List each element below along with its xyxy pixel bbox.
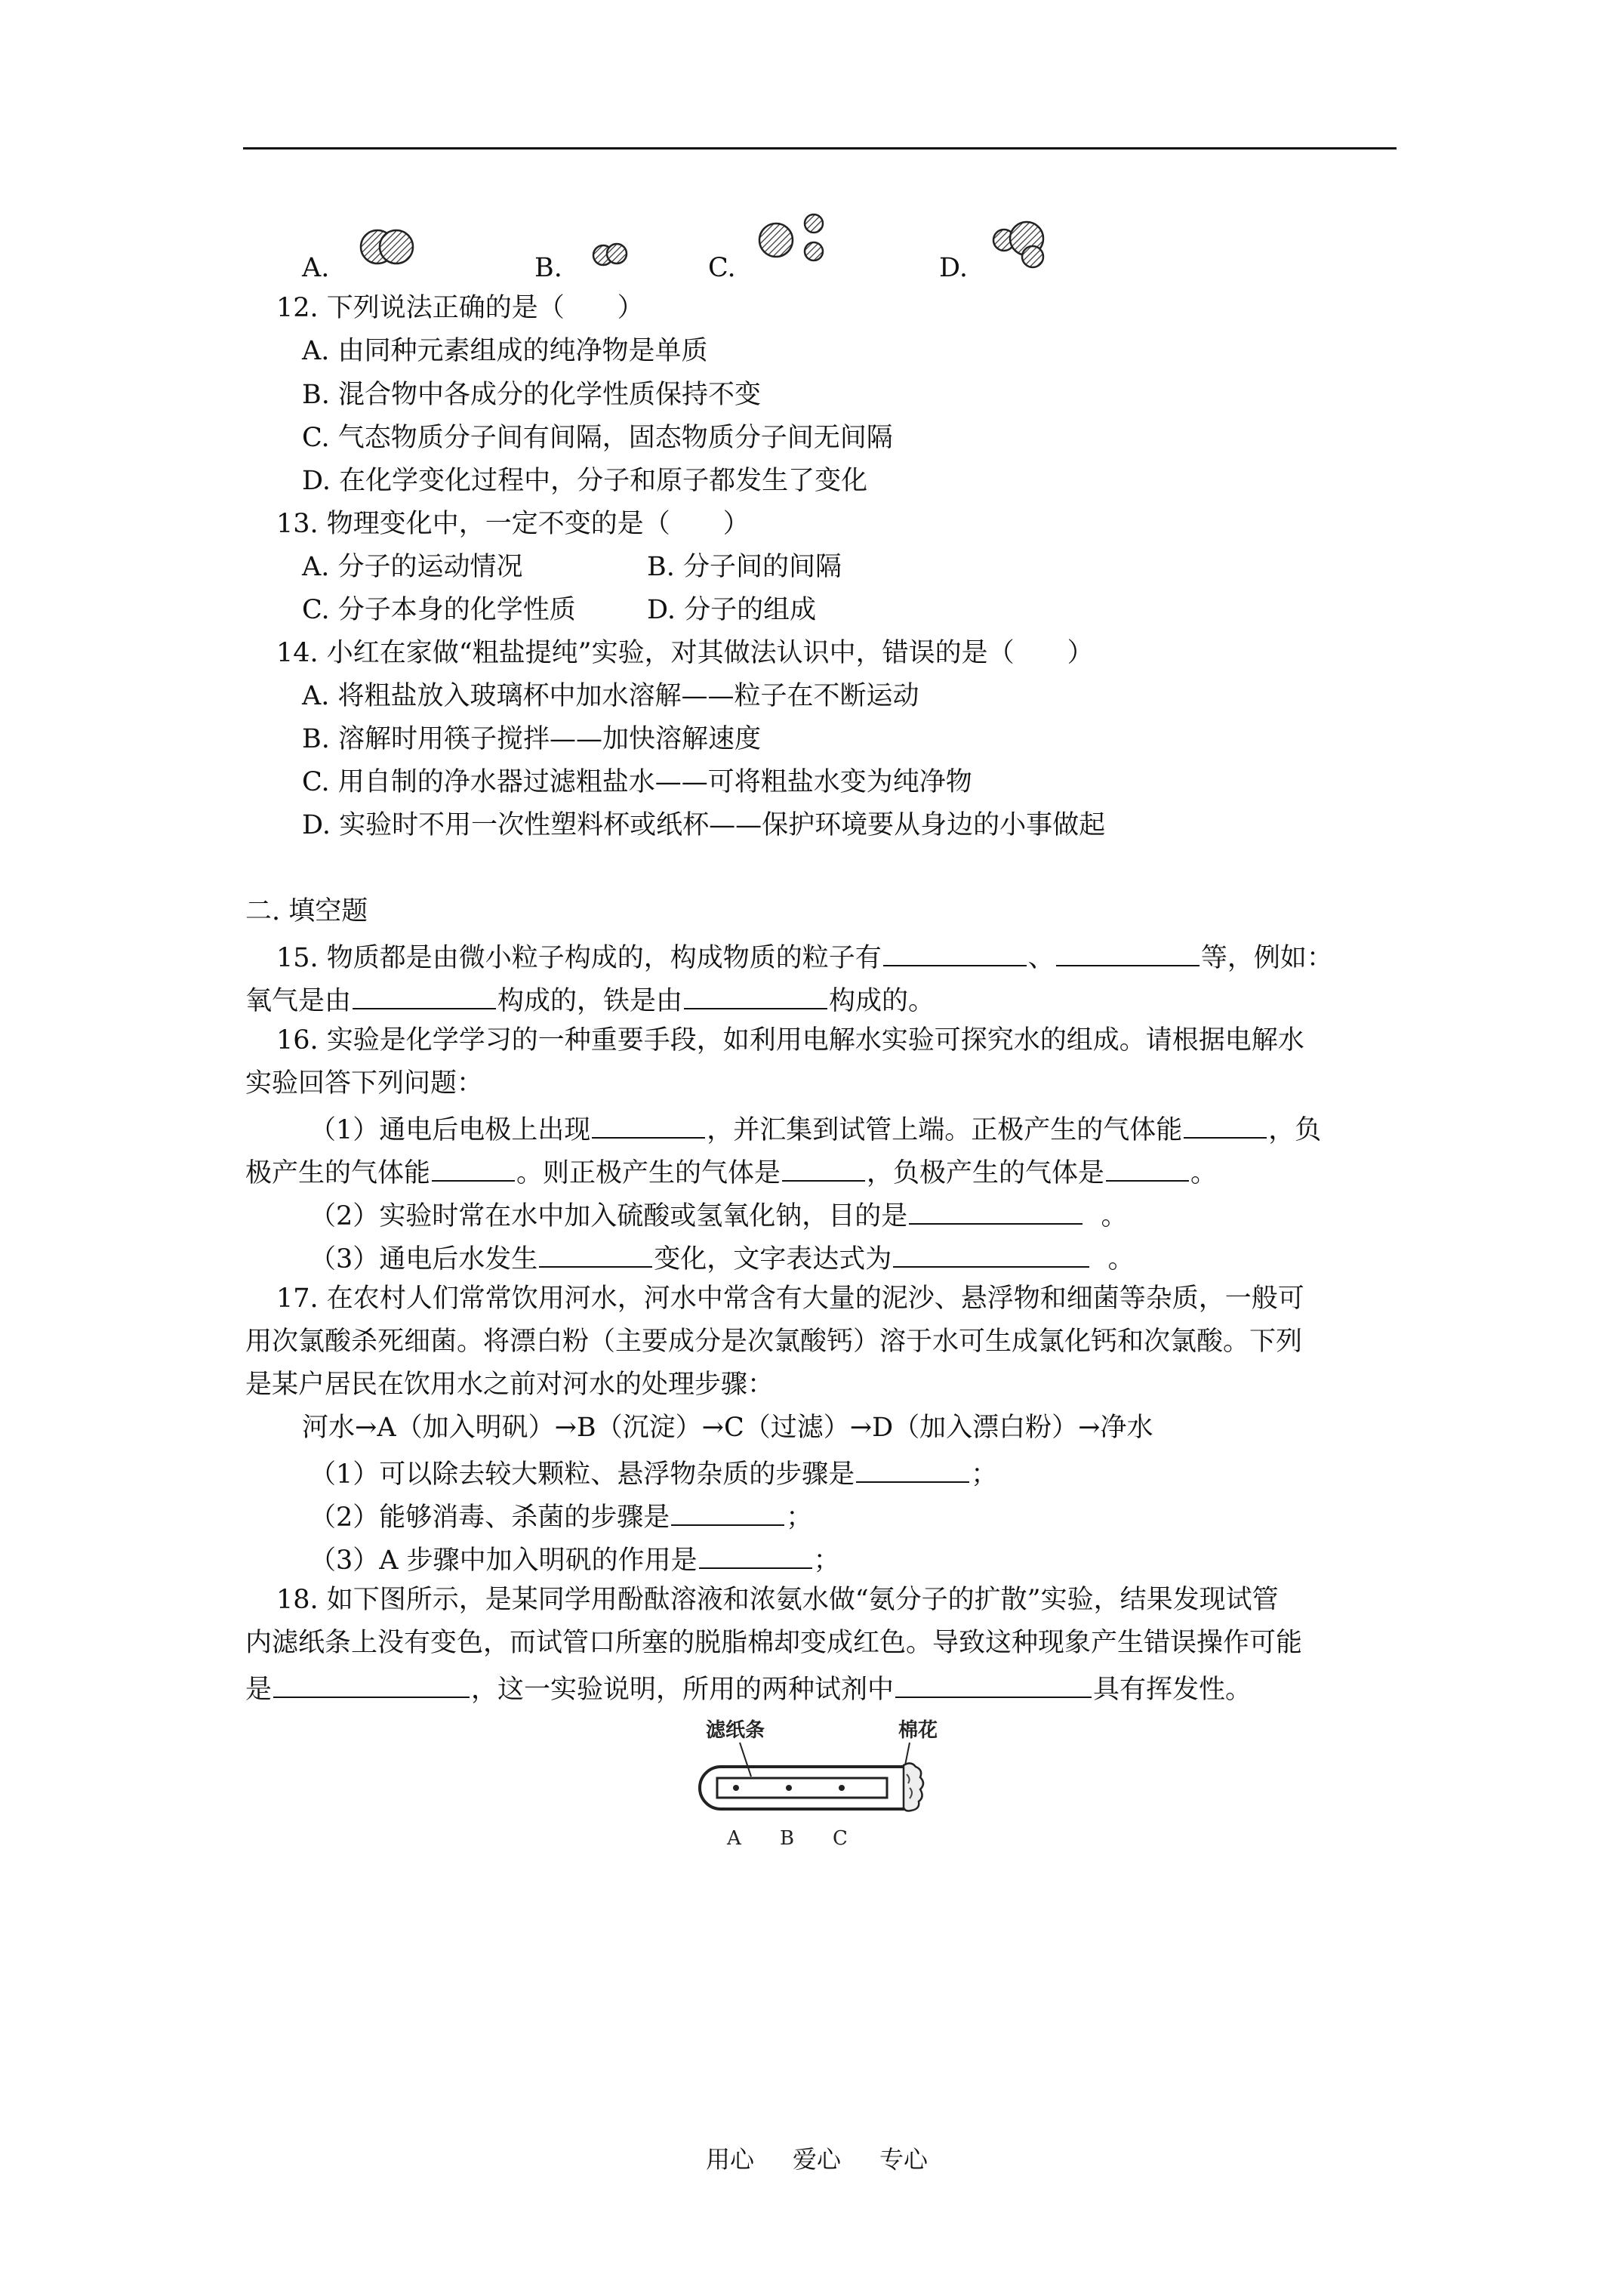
q11-option-d-label: D. bbox=[939, 253, 968, 283]
q11-option-b-label: B. bbox=[534, 253, 562, 283]
label-filter-paper: 滤纸条 bbox=[706, 1719, 765, 1742]
q18-text: 具有挥发性。 bbox=[1093, 1675, 1252, 1705]
answer-blank[interactable] bbox=[1056, 936, 1200, 966]
q14-option-b: B. 溶解时用筷子搅拌——加快溶解速度 bbox=[302, 724, 761, 754]
q12-option-c: C. 气态物质分子间有间隔，固态物质分子间无间隔 bbox=[302, 423, 893, 453]
answer-blank[interactable] bbox=[782, 1151, 865, 1182]
q15-line-1 bbox=[276, 936, 1333, 976]
molecule-b-image bbox=[590, 238, 636, 272]
q13-option-d: D. 分子的组成 bbox=[647, 595, 817, 625]
q16-text: 。 bbox=[1107, 1244, 1135, 1274]
cotton-plug bbox=[904, 1763, 923, 1811]
q17-part-2 bbox=[310, 1496, 812, 1536]
answer-blank[interactable] bbox=[432, 1151, 515, 1182]
q18-text: 是 bbox=[245, 1675, 273, 1705]
q11-option-a-label: A. bbox=[302, 253, 330, 283]
answer-blank[interactable] bbox=[895, 1668, 1092, 1698]
answer-blank[interactable] bbox=[671, 1496, 784, 1526]
answer-blank[interactable] bbox=[684, 979, 827, 1009]
answer-blank[interactable] bbox=[1106, 1151, 1189, 1182]
q15-text-3: 等，例如： bbox=[1200, 943, 1333, 973]
answer-blank[interactable] bbox=[353, 979, 496, 1009]
q18-line-3 bbox=[245, 1668, 1252, 1708]
answer-blank[interactable] bbox=[909, 1194, 1083, 1225]
q13-option-c: C. 分子本身的化学性质 bbox=[302, 595, 576, 625]
q16-text: （3）通电后水发生 bbox=[310, 1244, 538, 1274]
q14-stem: 14. 小红在家做“粗盐提纯”实验，对其做法认识中，错误的是（ ） bbox=[276, 638, 1094, 668]
q15-text-1: 15. 物质都是由微小粒子构成的，构成物质的粒子有 bbox=[276, 943, 882, 973]
footer-word-1: 用心 bbox=[706, 2145, 755, 2174]
q16-line-2: 实验回答下列问题： bbox=[245, 1068, 484, 1099]
q12-option-b: B. 混合物中各成分的化学性质保持不变 bbox=[302, 380, 761, 410]
point-b-dot bbox=[786, 1785, 792, 1791]
q16-text: 。 bbox=[1101, 1201, 1128, 1231]
q11-option-c-label: C. bbox=[708, 253, 736, 283]
answer-blank[interactable] bbox=[699, 1539, 812, 1569]
q17-line-2: 用次氯酸杀死细菌。将漂白粉（主要成分是次氯酸钙）溶于水可生成氯化钙和次氯酸。下列 bbox=[245, 1327, 1303, 1357]
q16-text: 。则正极产生的气体是 bbox=[516, 1158, 781, 1188]
q18-line-2: 内滤纸条上没有变色，而试管口所塞的脱脂棉却变成红色。导致这种现象产生错误操作可能 bbox=[245, 1628, 1303, 1658]
q12-option-d: D. 在化学变化过程中，分子和原子都发生了变化 bbox=[302, 466, 868, 496]
q17-text: （2）能够消毒、杀菌的步骤是 bbox=[310, 1502, 670, 1533]
q16-text: 极产生的气体能 bbox=[245, 1158, 431, 1188]
q17-line-3: 是某户居民在饮用水之前对河水的处理步骤： bbox=[245, 1370, 775, 1400]
point-a-dot bbox=[733, 1785, 739, 1791]
answer-blank[interactable] bbox=[1184, 1108, 1267, 1139]
molecule-c-image bbox=[755, 210, 830, 270]
q16-text: （2）实验时常在水中加入硫酸或氢氧化钠，目的是 bbox=[310, 1201, 908, 1231]
q16-text: 。 bbox=[1190, 1158, 1218, 1188]
q12-option-a: A. 由同种元素组成的纯净物是单质 bbox=[302, 336, 708, 366]
q15-text-4: 氧气是由 bbox=[245, 986, 352, 1016]
section-heading: 二. 填空题 bbox=[245, 896, 368, 926]
q17-process-flow: 河水→A（加入明矾）→B（沉淀）→C（过滤）→D（加入漂白粉）→净水 bbox=[302, 1413, 1153, 1443]
q17-text: （3）A 步骤中加入明矾的作用是 bbox=[310, 1546, 698, 1576]
footer-word-2: 爱心 bbox=[793, 2145, 842, 2174]
q15-text-6: 构成的。 bbox=[829, 986, 935, 1016]
answer-blank[interactable] bbox=[883, 936, 1027, 966]
label-point-c: C bbox=[833, 1827, 848, 1850]
q16-line-1: 16. 实验是化学学习的一种重要手段，如利用电解水实验可探究水的组成。请根据电解水 bbox=[276, 1025, 1304, 1056]
q12-stem: 12. 下列说法正确的是（ ） bbox=[276, 293, 644, 323]
footer-word-3: 专心 bbox=[879, 2145, 929, 2174]
q17-text: ； bbox=[786, 1502, 813, 1533]
molecule-a-image bbox=[355, 220, 423, 273]
q17-part-1 bbox=[310, 1453, 997, 1493]
answer-blank[interactable] bbox=[893, 1237, 1089, 1268]
filter-paper-strip bbox=[717, 1778, 887, 1798]
molecule-d-image bbox=[989, 217, 1061, 274]
q14-option-c: C. 用自制的净水器过滤粗盐水——可将粗盐水变为纯净物 bbox=[302, 767, 972, 797]
q15-text-5: 构成的，铁是由 bbox=[497, 986, 683, 1016]
q17-text: ； bbox=[971, 1459, 998, 1490]
q14-option-a: A. 将粗盐放入玻璃杯中加水溶解——粒子在不断运动 bbox=[302, 681, 919, 711]
q16-text: ，并汇集到试管上端。正极产生的气体能 bbox=[707, 1115, 1183, 1145]
test-tube-figure bbox=[683, 1712, 940, 1863]
q13-option-a: A. 分子的运动情况 bbox=[302, 552, 523, 582]
q17-line-1: 17. 在农村人们常常饮用河水，河水中常含有大量的泥沙、悬浮物和细菌等杂质，一般可 bbox=[276, 1284, 1304, 1314]
q15-line-2 bbox=[245, 979, 935, 1019]
q14-option-d: D. 实验时不用一次性塑料杯或纸杯——保护环境要从身边的小事做起 bbox=[302, 810, 1106, 840]
q18-text: ，这一实验说明，所用的两种试剂中 bbox=[471, 1675, 895, 1705]
q16-text: 变化，文字表达式为 bbox=[654, 1244, 892, 1274]
q17-text: （1）可以除去较大颗粒、悬浮物杂质的步骤是 bbox=[310, 1459, 855, 1490]
label-point-a: A bbox=[727, 1827, 741, 1850]
q16-text: ，负 bbox=[1268, 1115, 1322, 1145]
q16-part-1-line-2 bbox=[245, 1151, 1217, 1191]
q15-text-2: 、 bbox=[1027, 943, 1055, 973]
q13-option-b: B. 分子间的间隔 bbox=[647, 552, 842, 582]
answer-blank[interactable] bbox=[539, 1237, 652, 1268]
q13-stem: 13. 物理变化中，一定不变的是（ ） bbox=[276, 509, 750, 539]
label-cotton: 棉花 bbox=[898, 1719, 938, 1742]
header-rule bbox=[243, 147, 1397, 149]
answer-blank[interactable] bbox=[592, 1108, 705, 1139]
q16-text: （1）通电后电极上出现 bbox=[310, 1115, 591, 1145]
q17-text: ； bbox=[813, 1546, 840, 1576]
q18-line-1: 18. 如下图所示，是某同学用酚酞溶液和浓氨水做“氨分子的扩散”实验，结果发现试管 bbox=[276, 1585, 1279, 1615]
q17-part-3 bbox=[310, 1539, 840, 1579]
q16-part-2 bbox=[310, 1194, 1128, 1234]
label-point-b: B bbox=[780, 1827, 795, 1850]
answer-blank[interactable] bbox=[273, 1668, 470, 1698]
q16-part-3 bbox=[310, 1237, 1135, 1277]
point-c-dot bbox=[839, 1785, 845, 1791]
answer-blank[interactable] bbox=[856, 1453, 969, 1483]
q16-text: ，负极产生的气体是 bbox=[867, 1158, 1105, 1188]
q16-part-1-line-1 bbox=[310, 1108, 1321, 1148]
